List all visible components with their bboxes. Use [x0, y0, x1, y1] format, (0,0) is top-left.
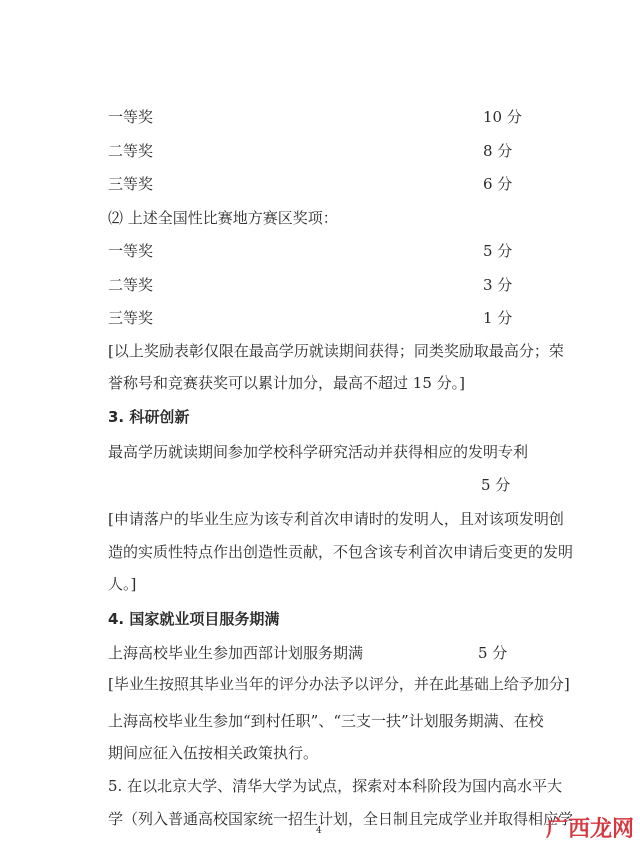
section-4-item: 上海高校毕业生参加西部计划服务期满: [108, 644, 364, 662]
section-3-heading: 3. 科研创新: [108, 408, 190, 426]
award-regional-3-label: 三等奖: [108, 309, 154, 327]
section-3-score: 5 分: [481, 476, 511, 494]
award-regional-2-score: 3 分: [483, 276, 513, 294]
award-national-3-score: 6 分: [483, 175, 513, 193]
section-3-body: 最高学历就读期间参加学校科学研究活动并获得相应的发明专利: [108, 443, 529, 461]
section-4-note: [毕业生按照其毕业当年的评分办法予以评分，并在此基础上给予加分]: [108, 675, 570, 693]
award-national-2-score: 8 分: [483, 142, 513, 160]
award-regional-1-label: 一等奖: [108, 242, 154, 260]
award-regional-3-score: 1 分: [483, 309, 513, 327]
watermark-logo: 广西龙网: [545, 817, 634, 842]
section-4-heading: 4. 国家就业项目服务期满: [108, 610, 280, 628]
award-national-2-label: 二等奖: [108, 142, 154, 160]
award-regional-1-score: 5 分: [483, 242, 513, 260]
award-national-3-label: 三等奖: [108, 175, 154, 193]
awards-note-line-1: [以上奖励表彰仅限在最高学历就读期间获得；同类奖励取最高分；荣: [108, 342, 564, 360]
section-4-para-line-1: 上海高校毕业生参加“到村任职”、“三支一扶”计划服务期满、在校: [108, 712, 544, 730]
award-national-1-label: 一等奖: [108, 108, 154, 126]
section-4-para-line-2: 期间应征入伍按相关政策执行。: [108, 744, 319, 762]
regional-awards-heading: ⑵ 上述全国性比赛地方赛区奖项：: [108, 209, 338, 227]
award-national-1-score: 10 分: [483, 108, 522, 126]
page-number: 4: [316, 826, 322, 836]
section-3-note-line-3: 人。]: [108, 575, 137, 593]
section-4-score: 5 分: [478, 644, 508, 662]
section-3-note-line-1: [申请落户的毕业生应为该专利首次申请时的发明人，且对该项发明创: [108, 510, 564, 528]
awards-note-line-2: 誉称号和竞赛获奖可以累计加分，最高不超过 15 分。]: [108, 374, 465, 392]
section-5-line-2: 学（列入普通高校国家统一招生计划，全日制且完成学业并取得相应学: [108, 810, 574, 828]
section-5-line-1: 5. 在以北京大学、清华大学为试点，探索对本科阶段为国内高水平大: [108, 777, 563, 795]
award-regional-2-label: 二等奖: [108, 276, 154, 294]
section-3-note-line-2: 造的实质性特点作出创造性贡献，不包含该专利首次申请后变更的发明: [108, 543, 574, 561]
